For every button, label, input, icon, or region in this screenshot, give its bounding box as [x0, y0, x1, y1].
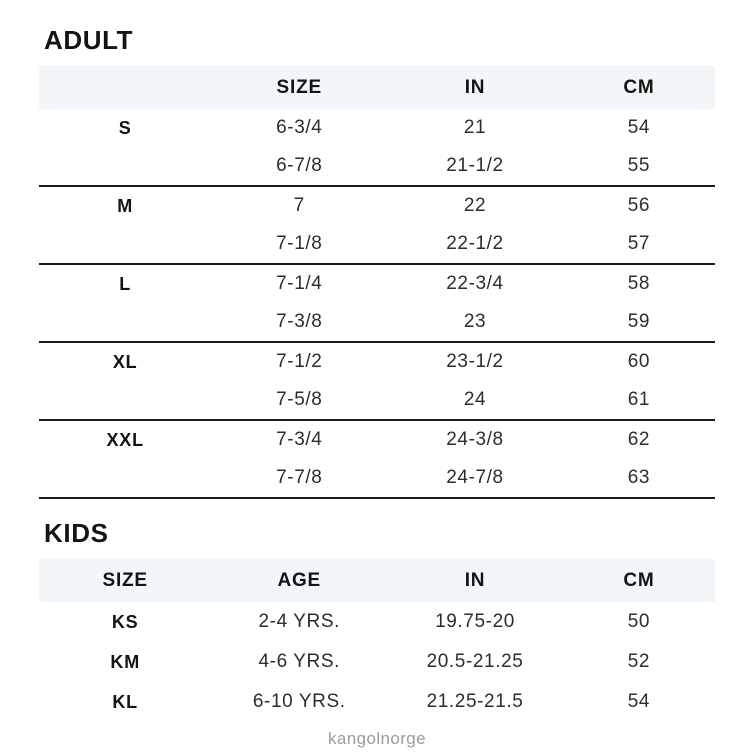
in-cell: 21 [463, 117, 487, 138]
size-cell: 7-3/8 [276, 311, 323, 332]
size-group-m [39, 187, 715, 265]
size-cell: 7-1/4 [276, 273, 323, 294]
table-row [39, 265, 715, 303]
cm-cell: 57 [627, 233, 651, 254]
in-cell: 21-1/2 [446, 155, 504, 176]
header-cell-size: SIZE [102, 569, 148, 591]
table-row [39, 343, 715, 381]
size-cell: 7-3/4 [276, 429, 323, 450]
row-label-cell: KM [110, 651, 140, 672]
in-cell: 23-1/2 [446, 351, 504, 372]
table-row [39, 225, 715, 263]
size-cell: 7 [293, 195, 305, 216]
cm-cell: 58 [627, 273, 651, 294]
row-label-cell: KS [111, 611, 139, 632]
size-cell: 7-5/8 [276, 389, 323, 410]
size-chart-page [0, 27, 754, 749]
cm-cell: 50 [627, 611, 651, 632]
cm-cell: 63 [627, 467, 651, 488]
kids-section-title: KIDS [44, 518, 109, 548]
cm-cell: 60 [627, 351, 651, 372]
cm-cell: 56 [627, 195, 651, 216]
table-row [39, 421, 715, 459]
in-cell: 24 [463, 389, 487, 410]
cm-cell: 54 [627, 691, 651, 712]
in-cell: 24-7/8 [446, 467, 504, 488]
header-cell-in: IN [464, 76, 486, 98]
table-row [39, 682, 715, 722]
adult-size-table [39, 66, 715, 499]
cm-cell: 55 [627, 155, 651, 176]
size-group-s [39, 109, 715, 187]
cm-cell: 54 [627, 117, 651, 138]
cm-cell: 62 [627, 429, 651, 450]
size-cell: 7-1/8 [276, 233, 323, 254]
watermark-text: kangolnorge [328, 729, 426, 748]
age-cell: 4-6 YRS. [258, 651, 341, 672]
cm-cell: 52 [627, 651, 651, 672]
cm-cell: 61 [627, 389, 651, 410]
table-row [39, 381, 715, 419]
age-cell: 2-4 YRS. [258, 611, 341, 632]
row-label-cell: XL [112, 351, 138, 372]
size-cell: 7-1/2 [276, 351, 323, 372]
table-row [39, 109, 715, 147]
header-cell-cm: CM [623, 569, 655, 591]
size-group-l [39, 265, 715, 343]
row-label-cell: KL [112, 691, 138, 712]
in-cell: 24-3/8 [446, 429, 504, 450]
in-cell: 20.5-21.25 [426, 651, 524, 672]
age-cell: 6-10 YRS. [252, 691, 346, 712]
header-cell-size: SIZE [276, 76, 322, 98]
header-cell-cm: CM [623, 76, 655, 98]
size-group-xxl [39, 421, 715, 499]
table-row [39, 459, 715, 497]
table-row [39, 602, 715, 642]
header-cell-age: AGE [277, 569, 322, 591]
kids-size-table [39, 559, 715, 722]
size-cell: 6-3/4 [276, 117, 323, 138]
adult-table-header-row [39, 66, 715, 109]
in-cell: 22-3/4 [446, 273, 504, 294]
in-cell: 23 [463, 311, 487, 332]
size-group-xl [39, 343, 715, 421]
cm-cell: 59 [627, 311, 651, 332]
in-cell: 19.75-20 [435, 611, 515, 632]
in-cell: 21.25-21.5 [426, 691, 524, 712]
table-row [39, 187, 715, 225]
table-row [39, 642, 715, 682]
row-label-cell: XXL [106, 429, 144, 450]
kids-table-header-row [39, 559, 715, 602]
row-label-cell: L [119, 273, 132, 294]
adult-section-title: ADULT [44, 25, 134, 55]
in-cell: 22-1/2 [446, 233, 504, 254]
size-cell: 6-7/8 [276, 155, 323, 176]
table-row [39, 303, 715, 341]
row-label-cell: S [118, 117, 132, 138]
header-cell-in: IN [464, 569, 486, 591]
table-row [39, 147, 715, 185]
size-cell: 7-7/8 [276, 467, 323, 488]
in-cell: 22 [463, 195, 487, 216]
row-label-cell: M [117, 195, 134, 216]
